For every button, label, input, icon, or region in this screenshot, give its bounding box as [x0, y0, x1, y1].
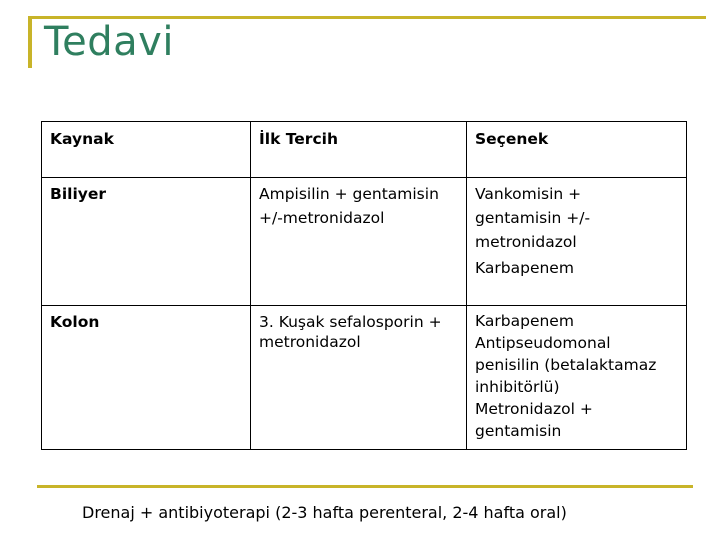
table-row-colon: [42, 306, 687, 450]
first-choice-line: Ampisilin + gentamisin: [259, 185, 439, 203]
alternative-line: gentamisin: [475, 422, 562, 440]
treatment-table: [41, 121, 687, 450]
alternative-line: inhibitörlü): [475, 378, 560, 396]
title-accent-bar: [28, 16, 32, 68]
table-row-biliary: [42, 178, 687, 306]
alternative-line: Metronidazol +: [475, 400, 593, 418]
row-first-choice-cell: [251, 306, 467, 450]
footer-note: Drenaj + antibiyoterapi (2-3 hafta perenteral, 2-4 hafta oral): [82, 503, 567, 522]
alternative-line: metronidazol: [475, 233, 577, 251]
row-alternative-cell: [467, 178, 687, 306]
header-first-choice: İlk Tercih: [251, 122, 467, 178]
row-source-cell: Biliyer: [42, 178, 251, 306]
alternative-line: gentamisin +/-: [475, 209, 591, 227]
row-source-cell: Kolon: [42, 306, 251, 450]
alternative-line: Antipseudomonal: [475, 334, 611, 352]
row-first-choice-cell: [251, 178, 467, 306]
alternative-line: penisilin (betalaktamaz: [475, 356, 657, 374]
slide-title: Tedavi: [44, 19, 174, 65]
header-alternative: Seçenek: [467, 122, 687, 178]
table-header-row: [42, 122, 687, 178]
first-choice-line: metronidazol: [259, 333, 361, 351]
first-choice-line: 3. Kuşak sefalosporin +: [259, 313, 442, 331]
row-alternative-cell: [467, 306, 687, 450]
alternative-line: Karbapenem: [475, 259, 574, 277]
first-choice-line: +/-metronidazol: [259, 209, 385, 227]
alternative-line: Karbapenem: [475, 312, 574, 330]
alternative-line: Vankomisin +: [475, 185, 582, 203]
footer-accent-line: [37, 485, 693, 488]
header-source: Kaynak: [42, 122, 251, 178]
